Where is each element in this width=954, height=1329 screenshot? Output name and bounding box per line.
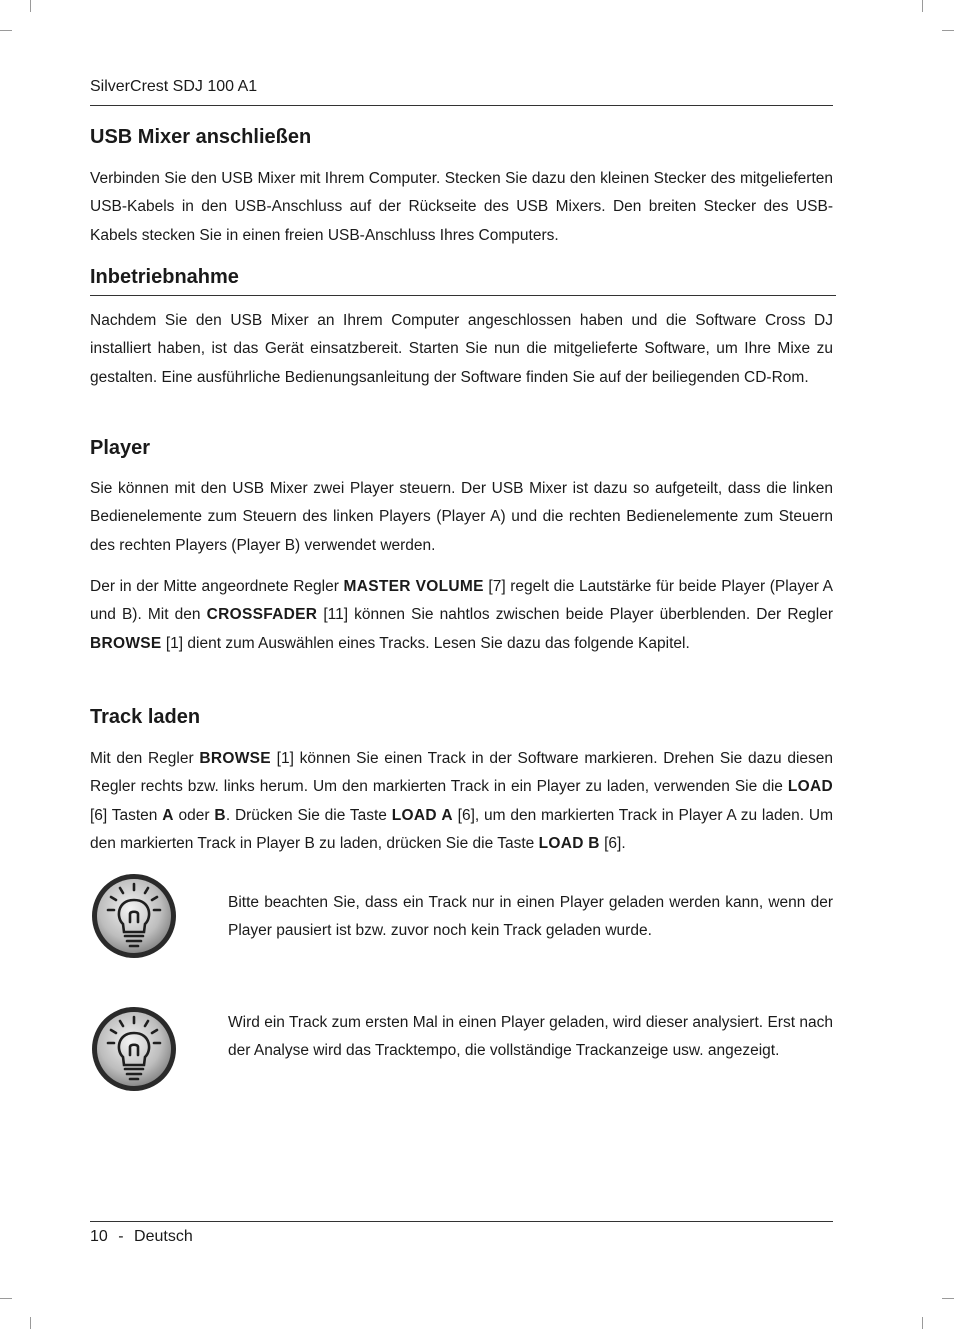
header-rule [90,105,833,106]
control-label: LOAD [787,778,833,796]
crop-mark [942,30,954,31]
note-text: Wird ein Track zum ersten Mal in einen Player geladen, wird dieser analysiert. Erst nach der Analyse wird das Tracktempo, die vollständige Trackanzeige usw. angezeigt. [228,1014,833,1060]
control-label: MASTER VOLUME [343,578,484,595]
crop-mark [30,0,31,12]
crop-mark [0,30,12,31]
crop-mark [942,1298,954,1299]
control-label: LOAD B [538,834,600,852]
lightbulb-icon [90,872,178,960]
section-heading-usb-mixer: USB Mixer anschließen [90,126,312,148]
paragraph: Verbinden Sie den USB Mixer mit Ihrem Computer. Stecken Sie dazu den kleinen Stecker des mitgelieferten USB-Kabels in den USB-Anschluss auf der Rückseite des USB Mixers. Den breiten Stecker des USB-Kabels stecken Sie in einen freien USB-Anschluss Ihres Computers. [90,170,833,244]
crop-mark [30,1317,31,1329]
control-label: BROWSE [199,750,271,767]
section-heading-inbetriebnahme: Inbetriebnahme [90,266,239,288]
footer-rule [90,1221,833,1222]
paragraph: Sie können mit den USB Mixer zwei Player steuern. Der USB Mixer ist dazu so aufgeteilt, dass die linken Bedienelemente zum Steuern des linken Players (Player A) und die rechten Bedienelemente zum Steuern des rechten Players (Player B) verwendet werden. [90,480,833,554]
page-number: 10 [90,1228,108,1245]
section-heading-track-laden: Track laden [90,706,201,728]
section-heading-player: Player [90,437,151,459]
footer-language: Deutsch [134,1228,193,1245]
paragraph: Mit den Regler BROWSE [1] können Sie einen Track in der Software markieren. Drehen Sie dazu diesen Regler rechts bzw. links herum. Um den markierten Track in ein Player zu laden, verwenden Sie die LOAD [6] Tasten A oder B. Drücken Sie die Taste LOAD A [6], um den markierten Track in Player A zu laden. Um den markierten Track in Player B zu laden, drücken Sie die Taste LOAD B [6]. [90,750,834,852]
control-label: LOAD A [391,806,453,824]
page-footer [90,1228,193,1246]
control-label: BROWSE [90,634,162,652]
paragraph: Nachdem Sie den USB Mixer an Ihrem Computer angeschlossen haben und die Software Cross DJ installiert haben, ist das Gerät einsatzbereit. Starten Sie nun die mitgelieferte Software, um Ihre Mixe zu gestalten. Eine ausführliche Bedienungsanleitung der Software finden Sie auf der beiliegenden CD-Rom. [90,312,833,386]
running-header: SilverCrest SDJ 100 A1 [90,78,258,95]
crop-mark [0,1298,12,1299]
lightbulb-icon [90,1005,178,1093]
note-text: Bitte beachten Sie, dass ein Track nur in einen Player geladen werden kann, wenn der Player pausiert ist bzw. zuvor noch kein Track geladen wurde. [228,894,833,940]
control-label: A [162,806,174,824]
crop-mark [922,0,923,12]
control-label: CROSSFADER [206,606,318,624]
control-label: B [214,806,226,824]
crop-mark [922,1317,923,1329]
footer-separator: - [118,1228,124,1245]
section-rule [90,295,836,296]
paragraph: Der in der Mitte angeordnete Regler MASTER VOLUME [7] regelt die Lautstärke für beide Player (Player A und B). Mit den CROSSFADER [11] können Sie nahtlos zwischen beide Player überblenden. Der Regler BROWSE [1] dient zum Auswählen eines Tracks. Lesen Sie dazu das folgende Kapitel. [90,578,833,652]
